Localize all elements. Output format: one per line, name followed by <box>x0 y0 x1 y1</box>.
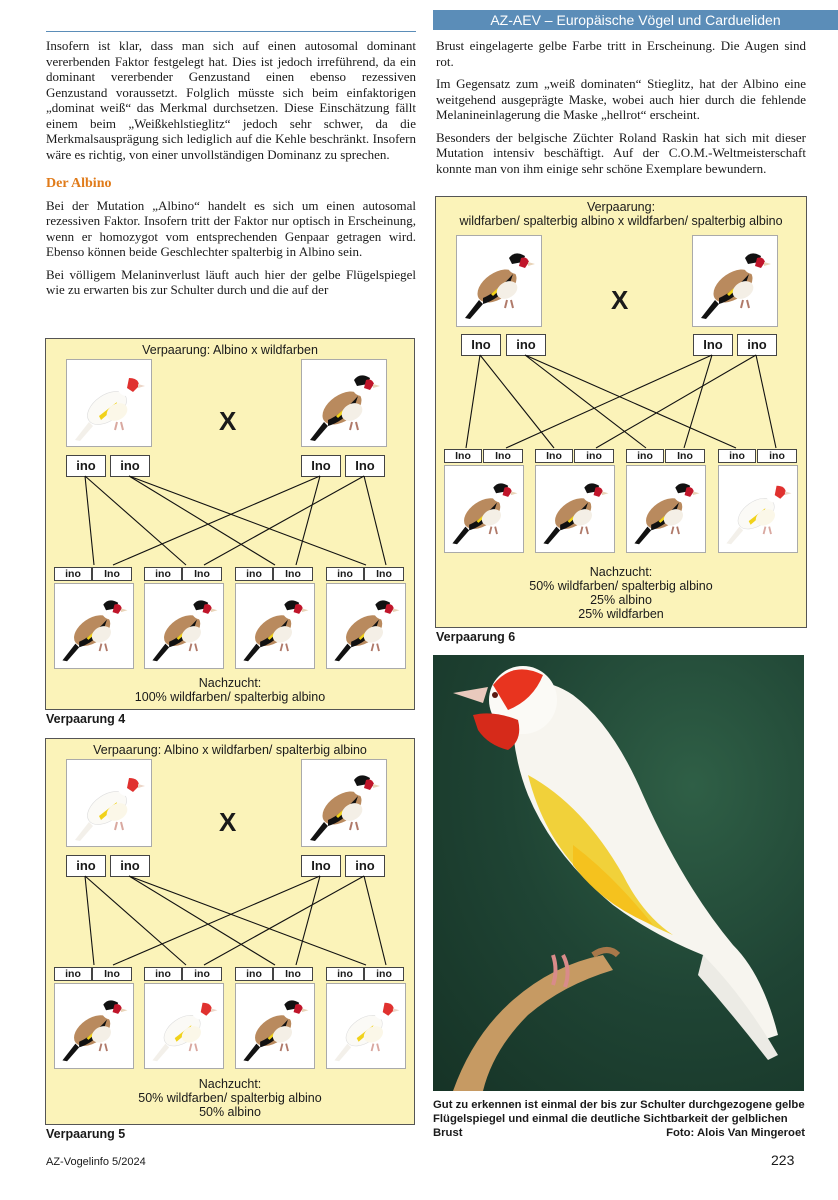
result-line: 100% wildfarben/ spalterbig albino <box>134 690 326 704</box>
bird-albino <box>718 465 798 553</box>
gene-box: ino <box>326 567 364 581</box>
subheading: Der Albino <box>46 176 112 191</box>
gene-box: ino <box>626 449 664 463</box>
gene-box: ino <box>235 567 273 581</box>
gene-box: Ino <box>182 567 222 581</box>
gene-box: ino <box>574 449 614 463</box>
bird-albino <box>326 983 406 1069</box>
header-rule <box>46 31 416 32</box>
result-line: Nachzucht: <box>198 676 262 690</box>
gene-box: ino <box>182 967 222 981</box>
diagram-verpaarung-5 <box>45 738 415 1125</box>
right-column <box>436 38 806 183</box>
gene-box: Ino <box>301 855 341 877</box>
result-line: 50% albino <box>199 1105 261 1119</box>
gene-box: ino <box>110 855 150 877</box>
paragraph: Insofern ist klar, dass man sich auf einen autosomal dominant vererbenden Faktor festgelegt hat. Dies ist jedoch irreführend, da ein dominant vererbender Genzustand einen ebenso rezessiven Genzustand voraussetzt. Folglich müsste sich beim einfaktorigen „dominat weiß“ das Merkmal durchsetzen. Diese Einschätzung fällt einem beim „Weißkehlstieglitz“ jedoch sehr schwer, da die Merkmalsausprägung sich lediglich auf die Kehle beschränkt. Insofern wäre es richtig, von einer unvollständigen Dominanz zu sprechen. <box>46 38 416 162</box>
bird-wild <box>626 465 706 553</box>
inheritance-lines <box>436 197 806 627</box>
gene-box: ino <box>144 967 182 981</box>
paragraph: Brust eingelagerte gelbe Farbe tritt in Erscheinung. Die Augen sind rot. <box>436 38 806 69</box>
bird-wild <box>326 583 406 669</box>
cross-symbol: X <box>219 406 237 436</box>
bird-wild <box>535 465 615 553</box>
gene-box: Ino <box>693 334 733 356</box>
gene-box: ino <box>66 855 106 877</box>
gene-box: ino <box>757 449 797 463</box>
gene-box: ino <box>737 334 777 356</box>
albino-goldfinch-photo <box>433 655 804 1091</box>
paragraph: Besonders der belgische Züchter Roland Raskin hat sich mit dieser Mutation intensiv beschäftigt. Auf der C.O.M.-Weltmeisterschaft konnte man von ihm einige sehr schöne Exemplare bewundern. <box>436 129 806 176</box>
gene-box: ino <box>364 967 404 981</box>
bird-wild <box>54 583 134 669</box>
gene-box: Ino <box>665 449 705 463</box>
bird-wild <box>235 583 315 669</box>
gene-box: Ino <box>535 449 573 463</box>
photo-caption-text: Gut zu erkennen ist einmal der bis zur Schulter durchgezogene gelbe Flügelspiegel und einmal die deutliche Sichtbarkeit der gelblichen Brust <box>433 1099 805 1139</box>
result-line: 25% wildfarben <box>578 607 664 621</box>
gene-box: Ino <box>483 449 523 463</box>
paragraph: Bei der Mutation „Albino“ handelt es sich um einen autosomal rezessiven Faktor. Insofern tritt der Faktor nur optisch in Erscheinung, wenn er homozygot vom entsprechenden Genpaar getragen wird. Ebenso können beide Geschlechter spalterbig in Albino sein. <box>46 197 416 259</box>
cross-symbol: X <box>219 807 237 837</box>
gene-box: Ino <box>273 567 313 581</box>
gene-box: ino <box>235 967 273 981</box>
gene-box: Ino <box>92 967 132 981</box>
gene-box: ino <box>54 567 92 581</box>
gene-box: Ino <box>345 455 385 477</box>
left-column <box>46 38 416 305</box>
diagram-caption: Verpaarung 4 <box>46 712 126 726</box>
diagram-title: wildfarben/ spalterbig albino x wildfarben/ spalterbig albino <box>459 214 783 228</box>
result-line: 50% wildfarben/ spalterbig albino <box>529 579 713 593</box>
page-number: 223 <box>771 1152 795 1168</box>
diagram-caption: Verpaarung 6 <box>436 630 516 644</box>
photo-credit: Foto: Alois Van Mingeroet <box>666 1127 805 1139</box>
cross-symbol: X <box>611 285 629 315</box>
bird-wild <box>54 983 134 1069</box>
gene-box: Ino <box>273 967 313 981</box>
result-line: Nachzucht: <box>589 565 653 579</box>
gene-box: ino <box>54 967 92 981</box>
gene-box: ino <box>345 855 385 877</box>
gene-box: Ino <box>301 455 341 477</box>
gene-box: Ino <box>364 567 404 581</box>
bird-wild <box>144 583 224 669</box>
gene-box: Ino <box>92 567 132 581</box>
diagram-title: Verpaarung: <box>586 200 656 214</box>
gene-box: Ino <box>444 449 482 463</box>
footer-publication: AZ-Vogelinfo 5/2024 <box>46 1156 146 1168</box>
paragraph: Im Gegensatz zum „weiß dominaten“ Stieglitz, hat der Albino eine weitgehend ausgeprägte Maske, wobei auch hier durch die fehlende Melanineinlagerung die Maske „hellrot“ erscheint. <box>436 76 806 122</box>
gene-box: ino <box>326 967 364 981</box>
gene-box: ino <box>66 455 106 477</box>
diagram-verpaarung-6 <box>435 196 807 628</box>
section-header: AZ-AEV – Europäische Vögel und Cardueliden <box>433 10 838 30</box>
diagram-title: Verpaarung: Albino x wildfarben <box>142 343 318 357</box>
gene-box: ino <box>144 567 182 581</box>
result-line: Nachzucht: <box>198 1077 262 1091</box>
paragraph: Bei völligem Melaninverlust läuft auch hier der gelbe Flügelspiegel wie zu erwarten bis zur Schulter durch und die auf der <box>46 266 416 297</box>
diagram-title: Verpaarung: Albino x wildfarben/ spalterbig albino <box>93 743 367 757</box>
bird-wild <box>235 983 315 1069</box>
photo-caption <box>433 1098 805 1140</box>
gene-box: ino <box>718 449 756 463</box>
result-line: 50% wildfarben/ spalterbig albino <box>138 1091 322 1105</box>
gene-box: ino <box>506 334 546 356</box>
gene-box: ino <box>110 455 150 477</box>
result-line: 25% albino <box>590 593 652 607</box>
bird-albino <box>144 983 224 1069</box>
diagram-verpaarung-4 <box>45 338 415 710</box>
diagram-caption: Verpaarung 5 <box>46 1127 126 1141</box>
bird-wild <box>444 465 524 553</box>
gene-box: Ino <box>461 334 501 356</box>
